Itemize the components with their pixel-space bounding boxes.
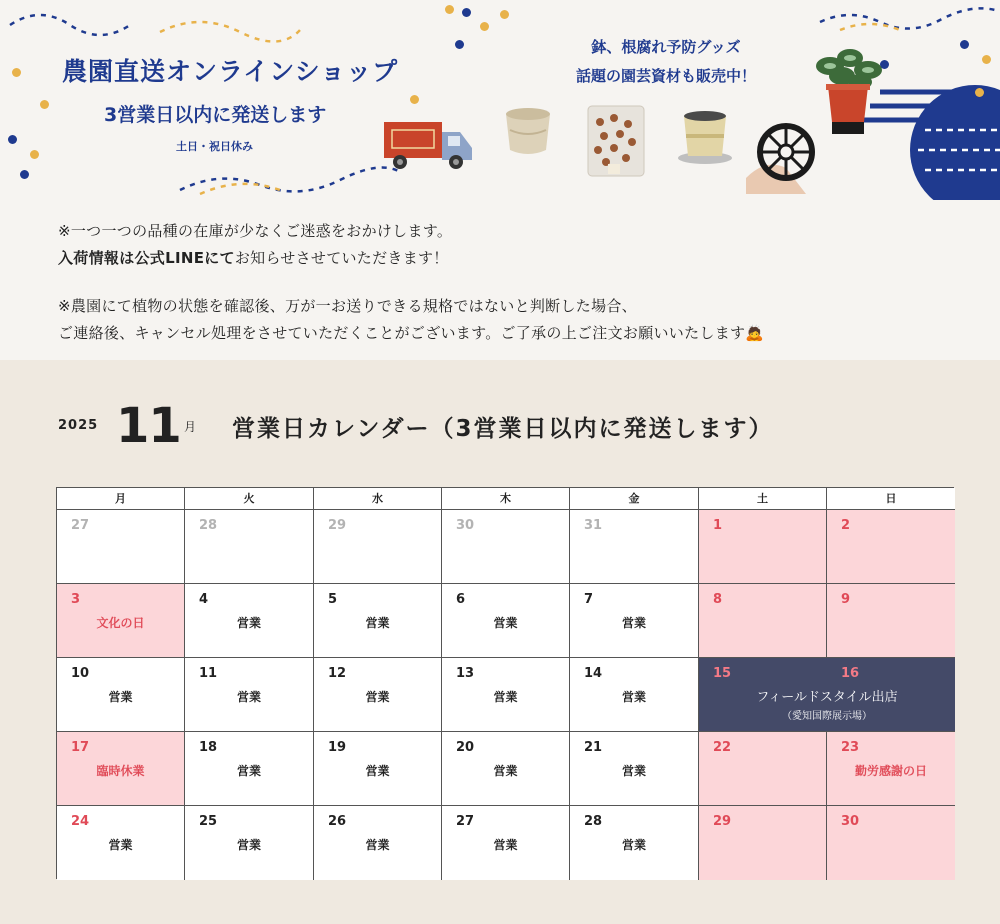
- calendar-day-cell[interactable]: [185, 584, 314, 658]
- notice-cancel-2: ご連絡後、キャンセル処理をさせていただくことがございます。ご了承の上ご注文お願いいたします🙇: [58, 324, 765, 342]
- notice-cancel: ※農園にて植物の状態を確認後、万が一お送りできる規格ではないと判断した場合、: [58, 297, 637, 315]
- calendar-day-cell[interactable]: [699, 510, 827, 584]
- calendar-day-cell[interactable]: [570, 658, 699, 732]
- decor-dot: [8, 135, 17, 144]
- open-day-label: 営業: [365, 690, 390, 704]
- calendar-day-cell[interactable]: [442, 658, 570, 732]
- day-number: 21: [584, 740, 603, 755]
- open-day-label: 営業: [108, 690, 133, 704]
- calendar-day-cell[interactable]: [442, 732, 570, 806]
- calendar-day-cell[interactable]: [442, 510, 570, 584]
- open-day-label: 営業: [621, 616, 646, 630]
- calendar-day-cell[interactable]: [57, 732, 185, 806]
- notice-line: [58, 247, 449, 268]
- decor-dot: [462, 8, 471, 17]
- event-title: フィールドスタイル出店: [756, 690, 898, 705]
- day-number: 11: [199, 666, 218, 681]
- banner-promo: [536, 33, 796, 91]
- calendar-day-cell[interactable]: [57, 806, 185, 880]
- potted-plant-image: [810, 44, 886, 138]
- notice-line-rest: お知らせさせていただきます！: [234, 249, 449, 267]
- weekday-header: 月: [57, 488, 185, 510]
- decor-dot: [445, 5, 454, 14]
- decor-dot: [480, 22, 489, 31]
- soil-bag-image: [584, 102, 648, 180]
- day-number: 27: [71, 518, 90, 533]
- day-number: 27: [456, 814, 475, 829]
- day-number: 29: [328, 518, 347, 533]
- decor-dot: [975, 88, 984, 97]
- day-number: 10: [71, 666, 90, 681]
- day-number: 14: [584, 666, 603, 681]
- calendar-day-cell[interactable]: [314, 510, 442, 584]
- day-number: 20: [456, 740, 475, 755]
- weekday-header: 金: [570, 488, 699, 510]
- day-number: 28: [199, 518, 218, 533]
- decor-dot: [455, 40, 464, 49]
- day-number: 31: [584, 518, 603, 533]
- weekday-header: 木: [442, 488, 570, 510]
- calendar-day-cell[interactable]: [185, 510, 314, 584]
- day-number: 19: [328, 740, 347, 755]
- calendar-day-cell[interactable]: [827, 584, 955, 658]
- promo-line-2: 話題の園芸資材も販売中！: [575, 67, 756, 85]
- day-number: 12: [328, 666, 347, 681]
- calendar-day-cell[interactable]: [570, 806, 699, 880]
- holiday-label: 臨時休業: [96, 764, 145, 778]
- calendar-day-cell[interactable]: [314, 732, 442, 806]
- calendar-day-cell[interactable]: [57, 510, 185, 584]
- calendar-day-cell[interactable]: [185, 732, 314, 806]
- delivery-truck-icon: [384, 120, 474, 172]
- decor-dot: [12, 68, 21, 77]
- open-day-label: 営業: [621, 690, 646, 704]
- calendar-day-cell[interactable]: [185, 658, 314, 732]
- calendar-day-cell[interactable]: [827, 510, 955, 584]
- decor-dot: [20, 170, 29, 179]
- day-number: 30: [456, 518, 475, 533]
- day-number: 8: [713, 592, 723, 607]
- day-number: 13: [456, 666, 475, 681]
- open-day-label: 営業: [365, 616, 390, 630]
- decor-dot: [982, 55, 991, 64]
- decor-dot: [40, 100, 49, 109]
- calendar-heading: 営業日カレンダー（3営業日以内に発送します）: [232, 416, 774, 442]
- notice-line-bold: 入荷情報は公式LINEにて: [58, 249, 235, 267]
- weekday-header: 水: [314, 488, 442, 510]
- banner-title: 農園直送オンラインショップ: [62, 57, 399, 86]
- decor-dot: [30, 150, 39, 159]
- day-number: 9: [841, 592, 851, 607]
- banner-subtitle: 3営業日以内に発送します: [104, 104, 327, 126]
- calendar-day-cell[interactable]: [314, 584, 442, 658]
- day-number: 5: [328, 592, 338, 607]
- day-number: 26: [328, 814, 347, 829]
- calendar-day-cell[interactable]: [827, 732, 955, 806]
- calendar-day-cell[interactable]: [699, 584, 827, 658]
- calendar-day-cell[interactable]: [57, 584, 185, 658]
- calendar-day-cell[interactable]: [442, 584, 570, 658]
- notice-stock: ※一つ一つの品種の在庫が少なくご迷惑をおかけします。: [58, 222, 453, 240]
- open-day-label: 営業: [493, 616, 518, 630]
- open-day-label: 営業: [621, 838, 646, 852]
- shop-banner: [0, 0, 1000, 200]
- weekday-header: 土: [699, 488, 827, 510]
- day-number: 30: [841, 814, 860, 829]
- open-day-label: 営業: [236, 690, 261, 704]
- pot-with-saucer-image: [676, 108, 734, 166]
- day-number: 4: [199, 592, 209, 607]
- day-number: 24: [71, 814, 90, 829]
- day-number: 23: [841, 740, 860, 755]
- calendar-day-cell[interactable]: [570, 584, 699, 658]
- calendar-day-cell[interactable]: [314, 658, 442, 732]
- open-day-label: 営業: [108, 838, 133, 852]
- banner-closed-note: 土日・祝日休み: [176, 140, 253, 153]
- open-day-label: 営業: [621, 764, 646, 778]
- holiday-label: 勤労感謝の日: [854, 764, 927, 778]
- day-number: 25: [199, 814, 218, 829]
- day-number: 29: [713, 814, 732, 829]
- calendar-day-cell[interactable]: [827, 806, 955, 880]
- calendar-month-suffix: 月: [184, 420, 197, 434]
- open-day-label: 営業: [493, 690, 518, 704]
- open-day-label: 営業: [365, 838, 390, 852]
- day-number: 1: [713, 518, 723, 533]
- day-number: 3: [71, 592, 81, 607]
- day-number: 7: [584, 592, 594, 607]
- holiday-label: 文化の日: [96, 616, 145, 630]
- day-number: 2: [841, 518, 851, 533]
- decor-dot: [960, 40, 969, 49]
- calendar-month: 11: [116, 398, 181, 454]
- open-day-label: 営業: [493, 838, 518, 852]
- decor-dot: [500, 10, 509, 19]
- weekday-header: 日: [827, 488, 955, 510]
- calendar-day-cell[interactable]: [699, 732, 827, 806]
- promo-line-1: 鉢、根腐れ予防グッズ: [591, 38, 741, 56]
- ceramic-pot-image: [500, 104, 556, 160]
- calendar-day-cell[interactable]: [314, 806, 442, 880]
- open-day-label: 営業: [365, 764, 390, 778]
- calendar-day-cell[interactable]: [570, 732, 699, 806]
- day-number: 28: [584, 814, 603, 829]
- calendar-day-cell[interactable]: [442, 806, 570, 880]
- day-number: 17: [71, 740, 90, 755]
- open-day-label: 営業: [236, 838, 261, 852]
- calendar-day-cell[interactable]: [57, 658, 185, 732]
- decor-dot: [410, 95, 419, 104]
- event-venue: （愛知国際展示場）: [782, 711, 872, 722]
- day-number: 6: [456, 592, 466, 607]
- weekday-header: 火: [185, 488, 314, 510]
- notice-section: [0, 200, 1000, 360]
- business-calendar: [56, 487, 954, 879]
- open-day-label: 営業: [493, 764, 518, 778]
- day-number: 22: [713, 740, 732, 755]
- calendar-day-cell[interactable]: [699, 806, 827, 880]
- calendar-year: 2025: [58, 418, 99, 433]
- open-day-label: 営業: [236, 616, 261, 630]
- day-number: 15: [713, 666, 732, 681]
- calendar-day-cell[interactable]: [185, 806, 314, 880]
- open-day-label: 営業: [236, 764, 261, 778]
- event-cell[interactable]: [699, 658, 955, 732]
- slit-pot-in-hand-image: [746, 118, 820, 194]
- day-number: 18: [199, 740, 218, 755]
- calendar-day-cell[interactable]: [570, 510, 699, 584]
- day-number: 16: [841, 666, 860, 681]
